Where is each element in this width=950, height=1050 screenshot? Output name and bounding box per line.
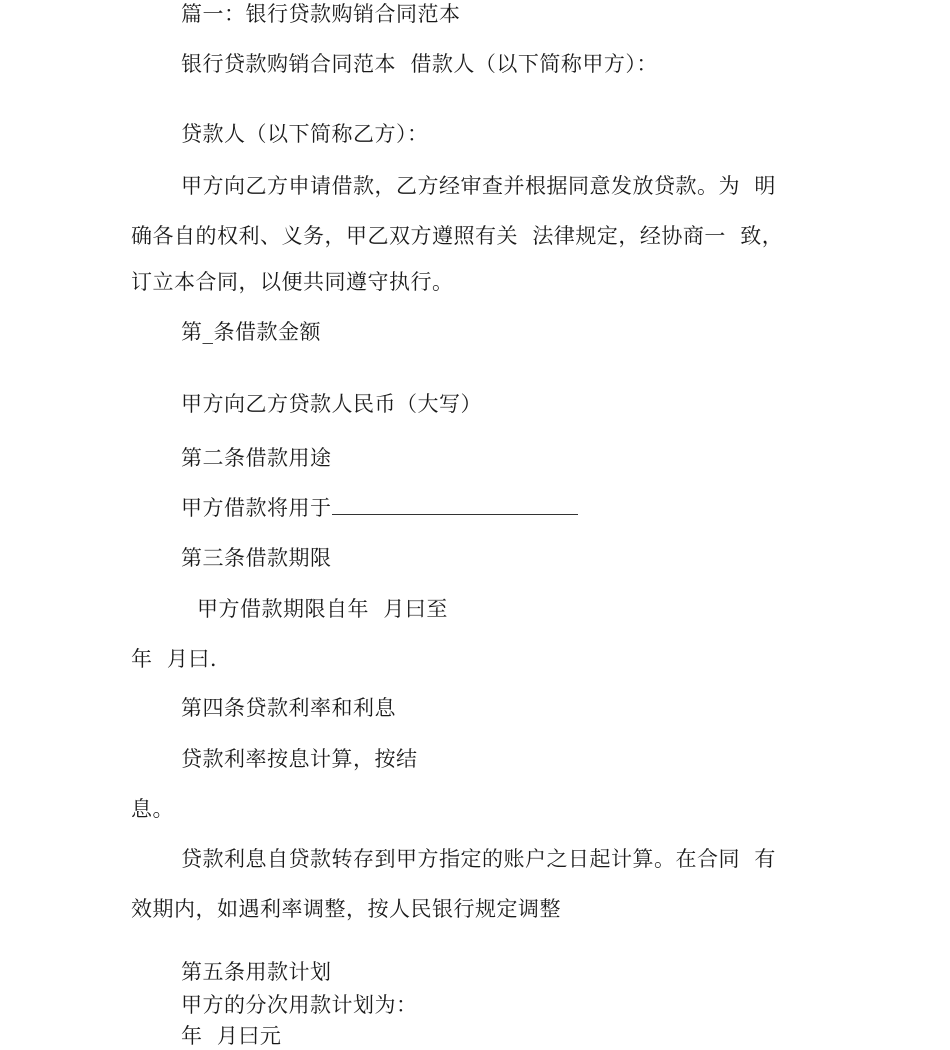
article-title: 第五条用款计划 xyxy=(181,960,332,984)
paragraph-line: 确各自的权利、义务，甲乙双方遵照有关 法律规定，经协商一 致， xyxy=(131,224,784,248)
paragraph-line: 息。 xyxy=(131,797,174,821)
paragraph-line: 年 月曰元 xyxy=(181,1024,282,1048)
paragraph-line xyxy=(181,494,578,522)
purpose-blank-line xyxy=(332,494,578,515)
paragraph-line: 贷款利息自贷款转存到甲方指定的账户之日起计算。在合同 有 xyxy=(181,847,776,871)
article-title: 第_条借款金额 xyxy=(181,320,321,344)
paragraph-line: 甲方借款期限自年 月曰至 xyxy=(197,597,448,621)
paragraph-line: 订立本合同，以便共同遵守执行。 xyxy=(131,270,454,294)
paragraph-line: 效期内，如遇利率调整，按人民银行规定调整 xyxy=(131,897,561,921)
article-title: 第二条借款用途 xyxy=(181,446,332,470)
article-title: 第四条贷款利率和利息 xyxy=(181,696,396,720)
paragraph-line: 甲方的分次用款计划为： xyxy=(181,993,418,1017)
lender-line: 贷款人（以下简称乙方）： xyxy=(181,122,429,146)
paragraph-line: 贷款利率按息计算，按结 xyxy=(181,747,418,771)
article-title: 第三条借款期限 xyxy=(181,546,332,570)
contract-title-line: 银行贷款购销合同范本 借款人（以下简称甲方）： xyxy=(181,52,658,76)
paragraph-line: 甲方向乙方贷款人民币（大写） xyxy=(181,392,482,416)
purpose-label: 甲方借款将用于 xyxy=(181,496,332,520)
document-heading: 篇一：银行贷款购销合同范本 xyxy=(181,2,461,26)
paragraph-line: 年 月曰. xyxy=(131,647,218,671)
paragraph-line: 甲方向乙方申请借款，乙方经审查并根据同意发放贷款。为 明 xyxy=(181,174,776,198)
